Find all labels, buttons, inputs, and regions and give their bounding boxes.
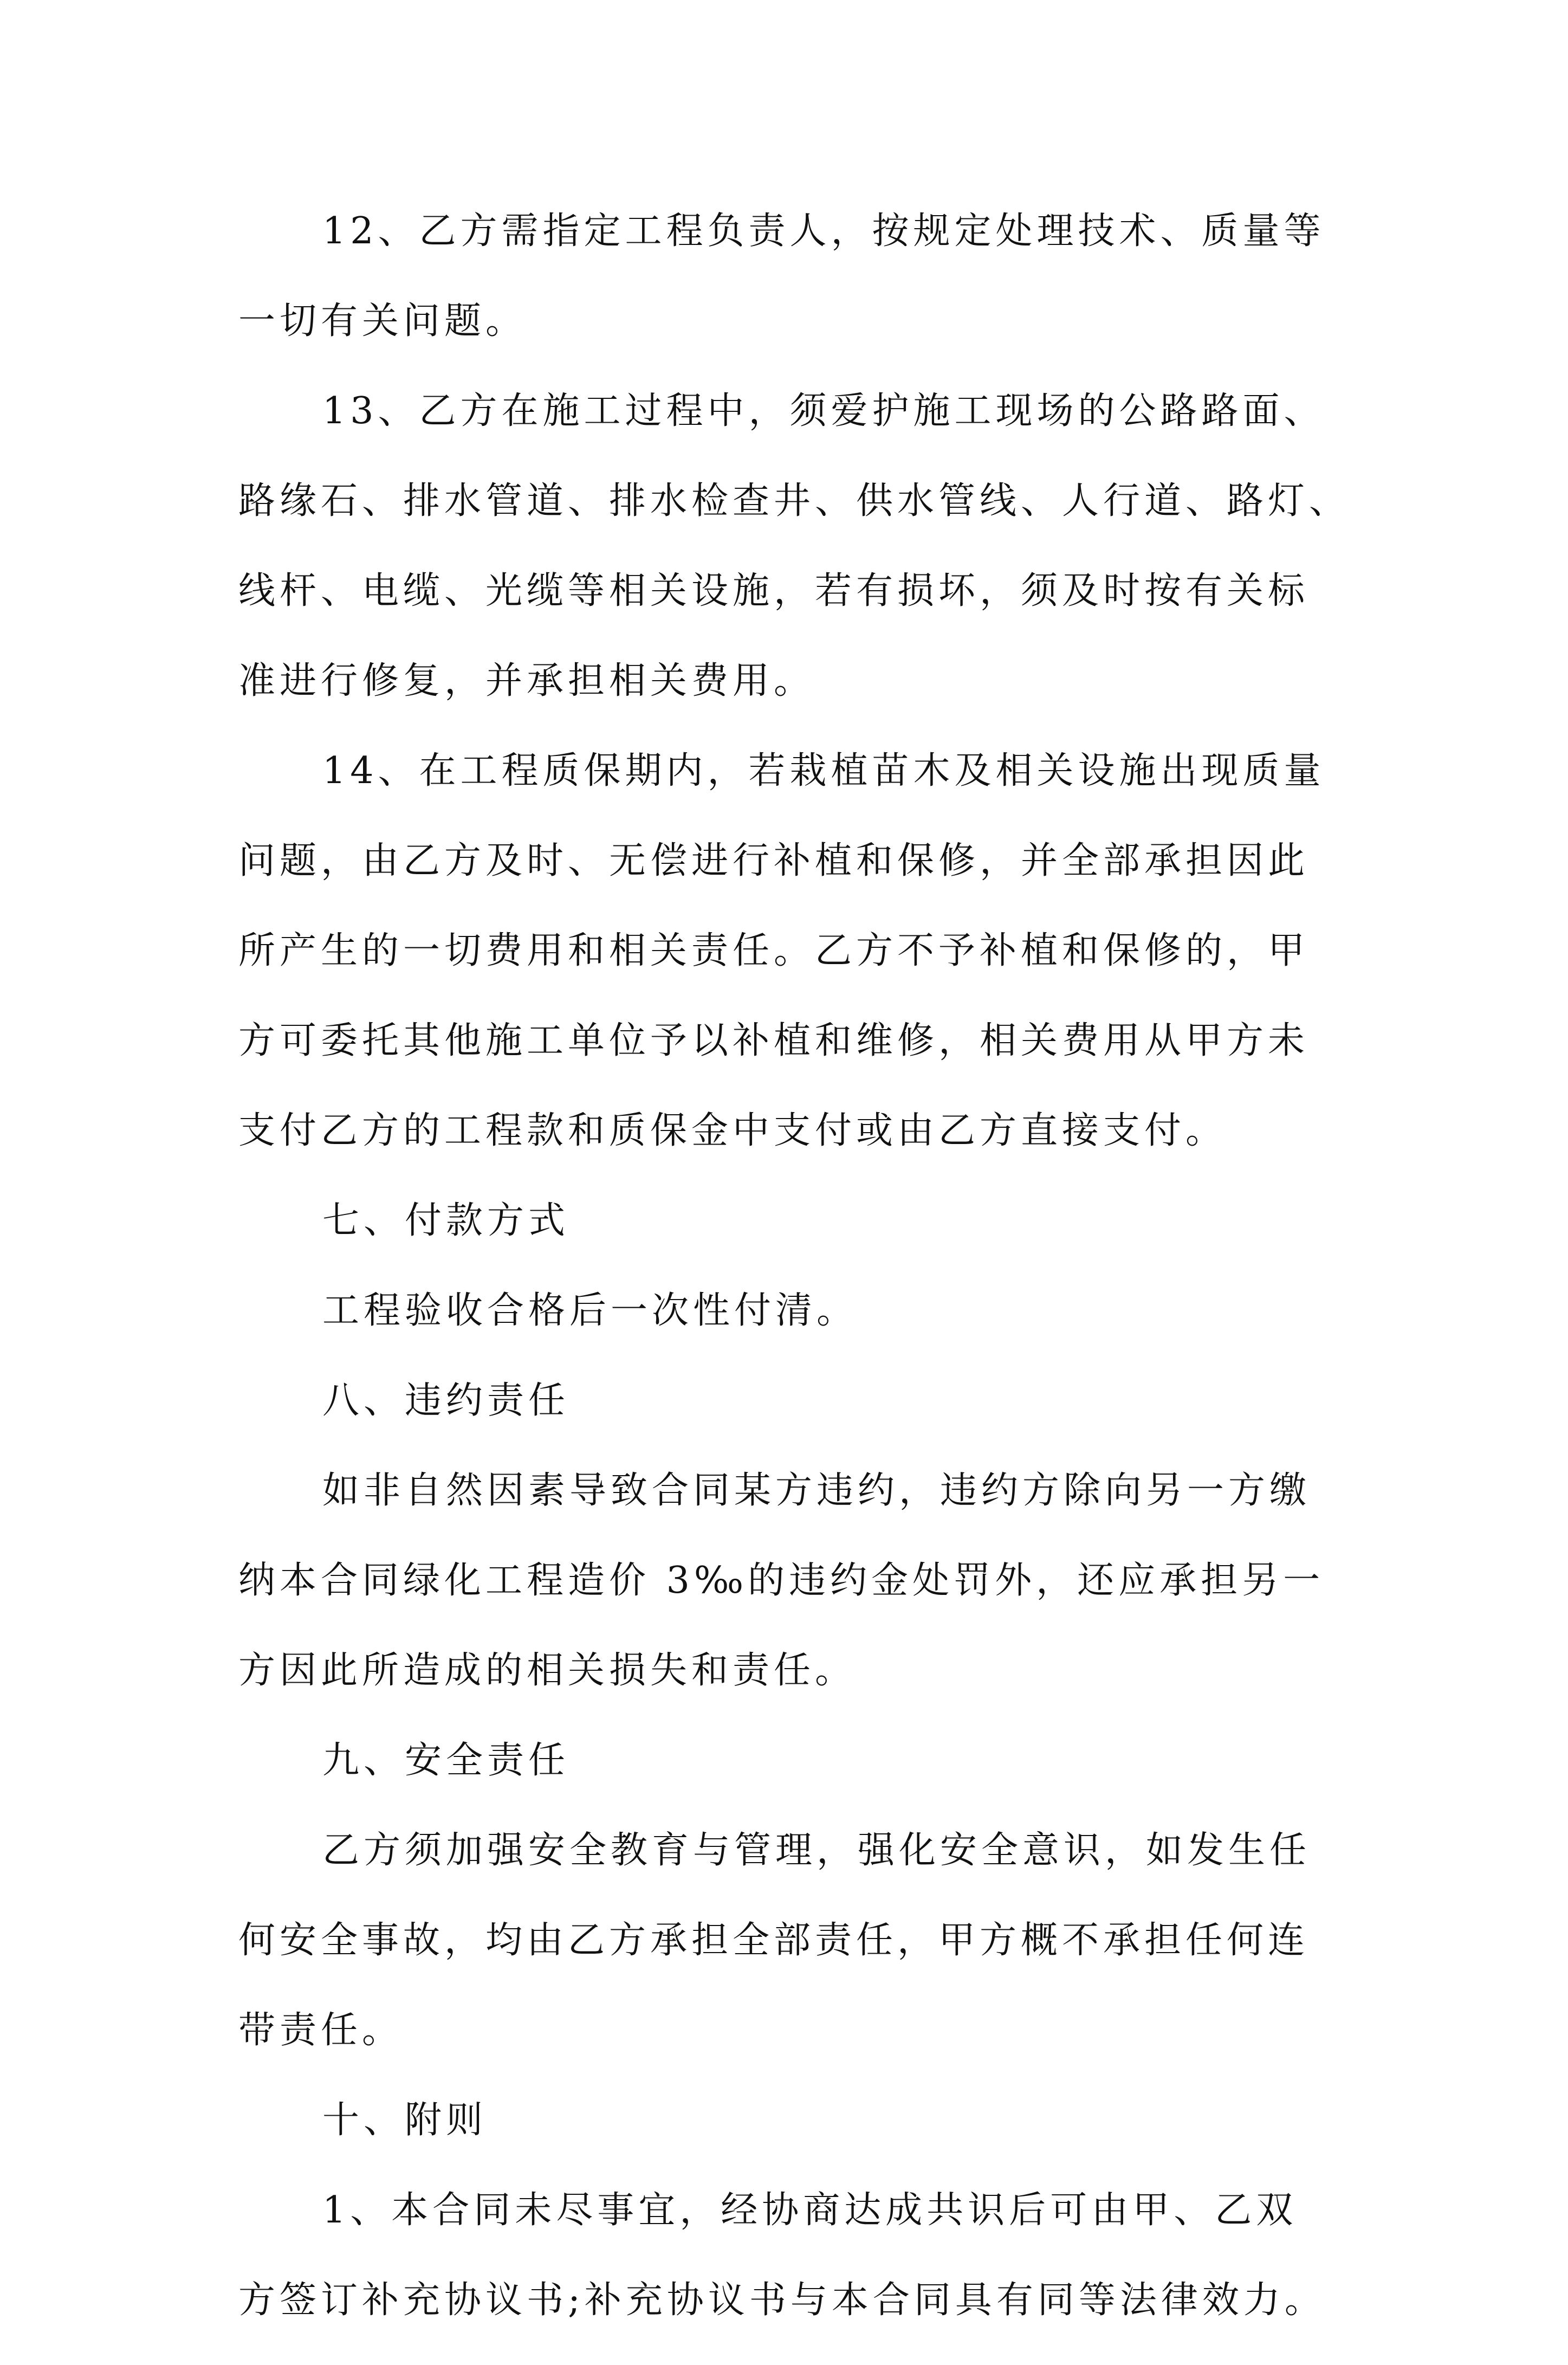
- paragraph-line: 12、乙方需指定工程负责人，按规定处理技术、质量等: [322, 210, 1325, 253]
- paragraph-line: 线杆、电缆、光缆等相关设施，若有损坏，须及时按有关标: [238, 570, 1310, 612]
- paragraph-line: 路缘石、排水管道、排水检查井、供水管线、人行道、路灯、: [238, 480, 1351, 522]
- paragraph-line: 带责任。: [238, 2009, 404, 2052]
- paragraph-line: 准进行修复，并承担相关费用。: [238, 660, 815, 702]
- paragraph-line: 所产生的一切费用和相关责任。乙方不予补植和保修的，甲: [238, 929, 1310, 972]
- paragraph-line: 13、乙方在施工过程中，须爱护施工现场的公路路面、: [322, 390, 1325, 432]
- section-heading: 七、付款方式: [322, 1199, 570, 1242]
- paragraph-line: 乙方须加强安全教育与管理，强化安全意识，如发生任: [322, 1829, 1311, 1872]
- paragraph-line: 何安全事故，均由乙方承担全部责任，甲方概不承担任何连: [238, 1919, 1310, 1962]
- paragraph-line: 方因此所造成的相关损失和责任。: [238, 1649, 857, 1692]
- document-body: [238, 206, 1360, 2365]
- section-heading: 八、违约责任: [322, 1379, 570, 1422]
- paragraph-line: 一切有关问题。: [238, 300, 527, 343]
- paragraph-line: 方可委托其他施工单位予以补植和维修，相关费用从甲方未: [238, 1019, 1310, 1062]
- paragraph-line: 1、本合同未尽事宜，经协商达成共识后可由甲、乙双: [322, 2189, 1298, 2232]
- paragraph-line: 14、在工程质保期内，若栽植苗木及相关设施出现质量: [322, 749, 1325, 792]
- paragraph-line: 纳本合同绿化工程造价 3‰的违约金处罚外，还应承担另一: [238, 1559, 1325, 1602]
- paragraph-line: 支付乙方的工程款和质保金中支付或由乙方直接支付。: [238, 1109, 1227, 1152]
- paragraph-line: 问题，由乙方及时、无偿进行补植和保修，并全部承担因此: [238, 839, 1310, 882]
- section-heading: 十、附则: [322, 2099, 488, 2142]
- paragraph-line: 工程验收合格后一次性付清。: [322, 1289, 858, 1332]
- paragraph-line: 方签订补充协议书;补充协议书与本合同具有同等法律效力。: [238, 2279, 1326, 2322]
- section-heading: 九、安全责任: [322, 1739, 570, 1782]
- paragraph-line: 如非自然因素导致合同某方违约，违约方除向另一方缴: [322, 1469, 1311, 1512]
